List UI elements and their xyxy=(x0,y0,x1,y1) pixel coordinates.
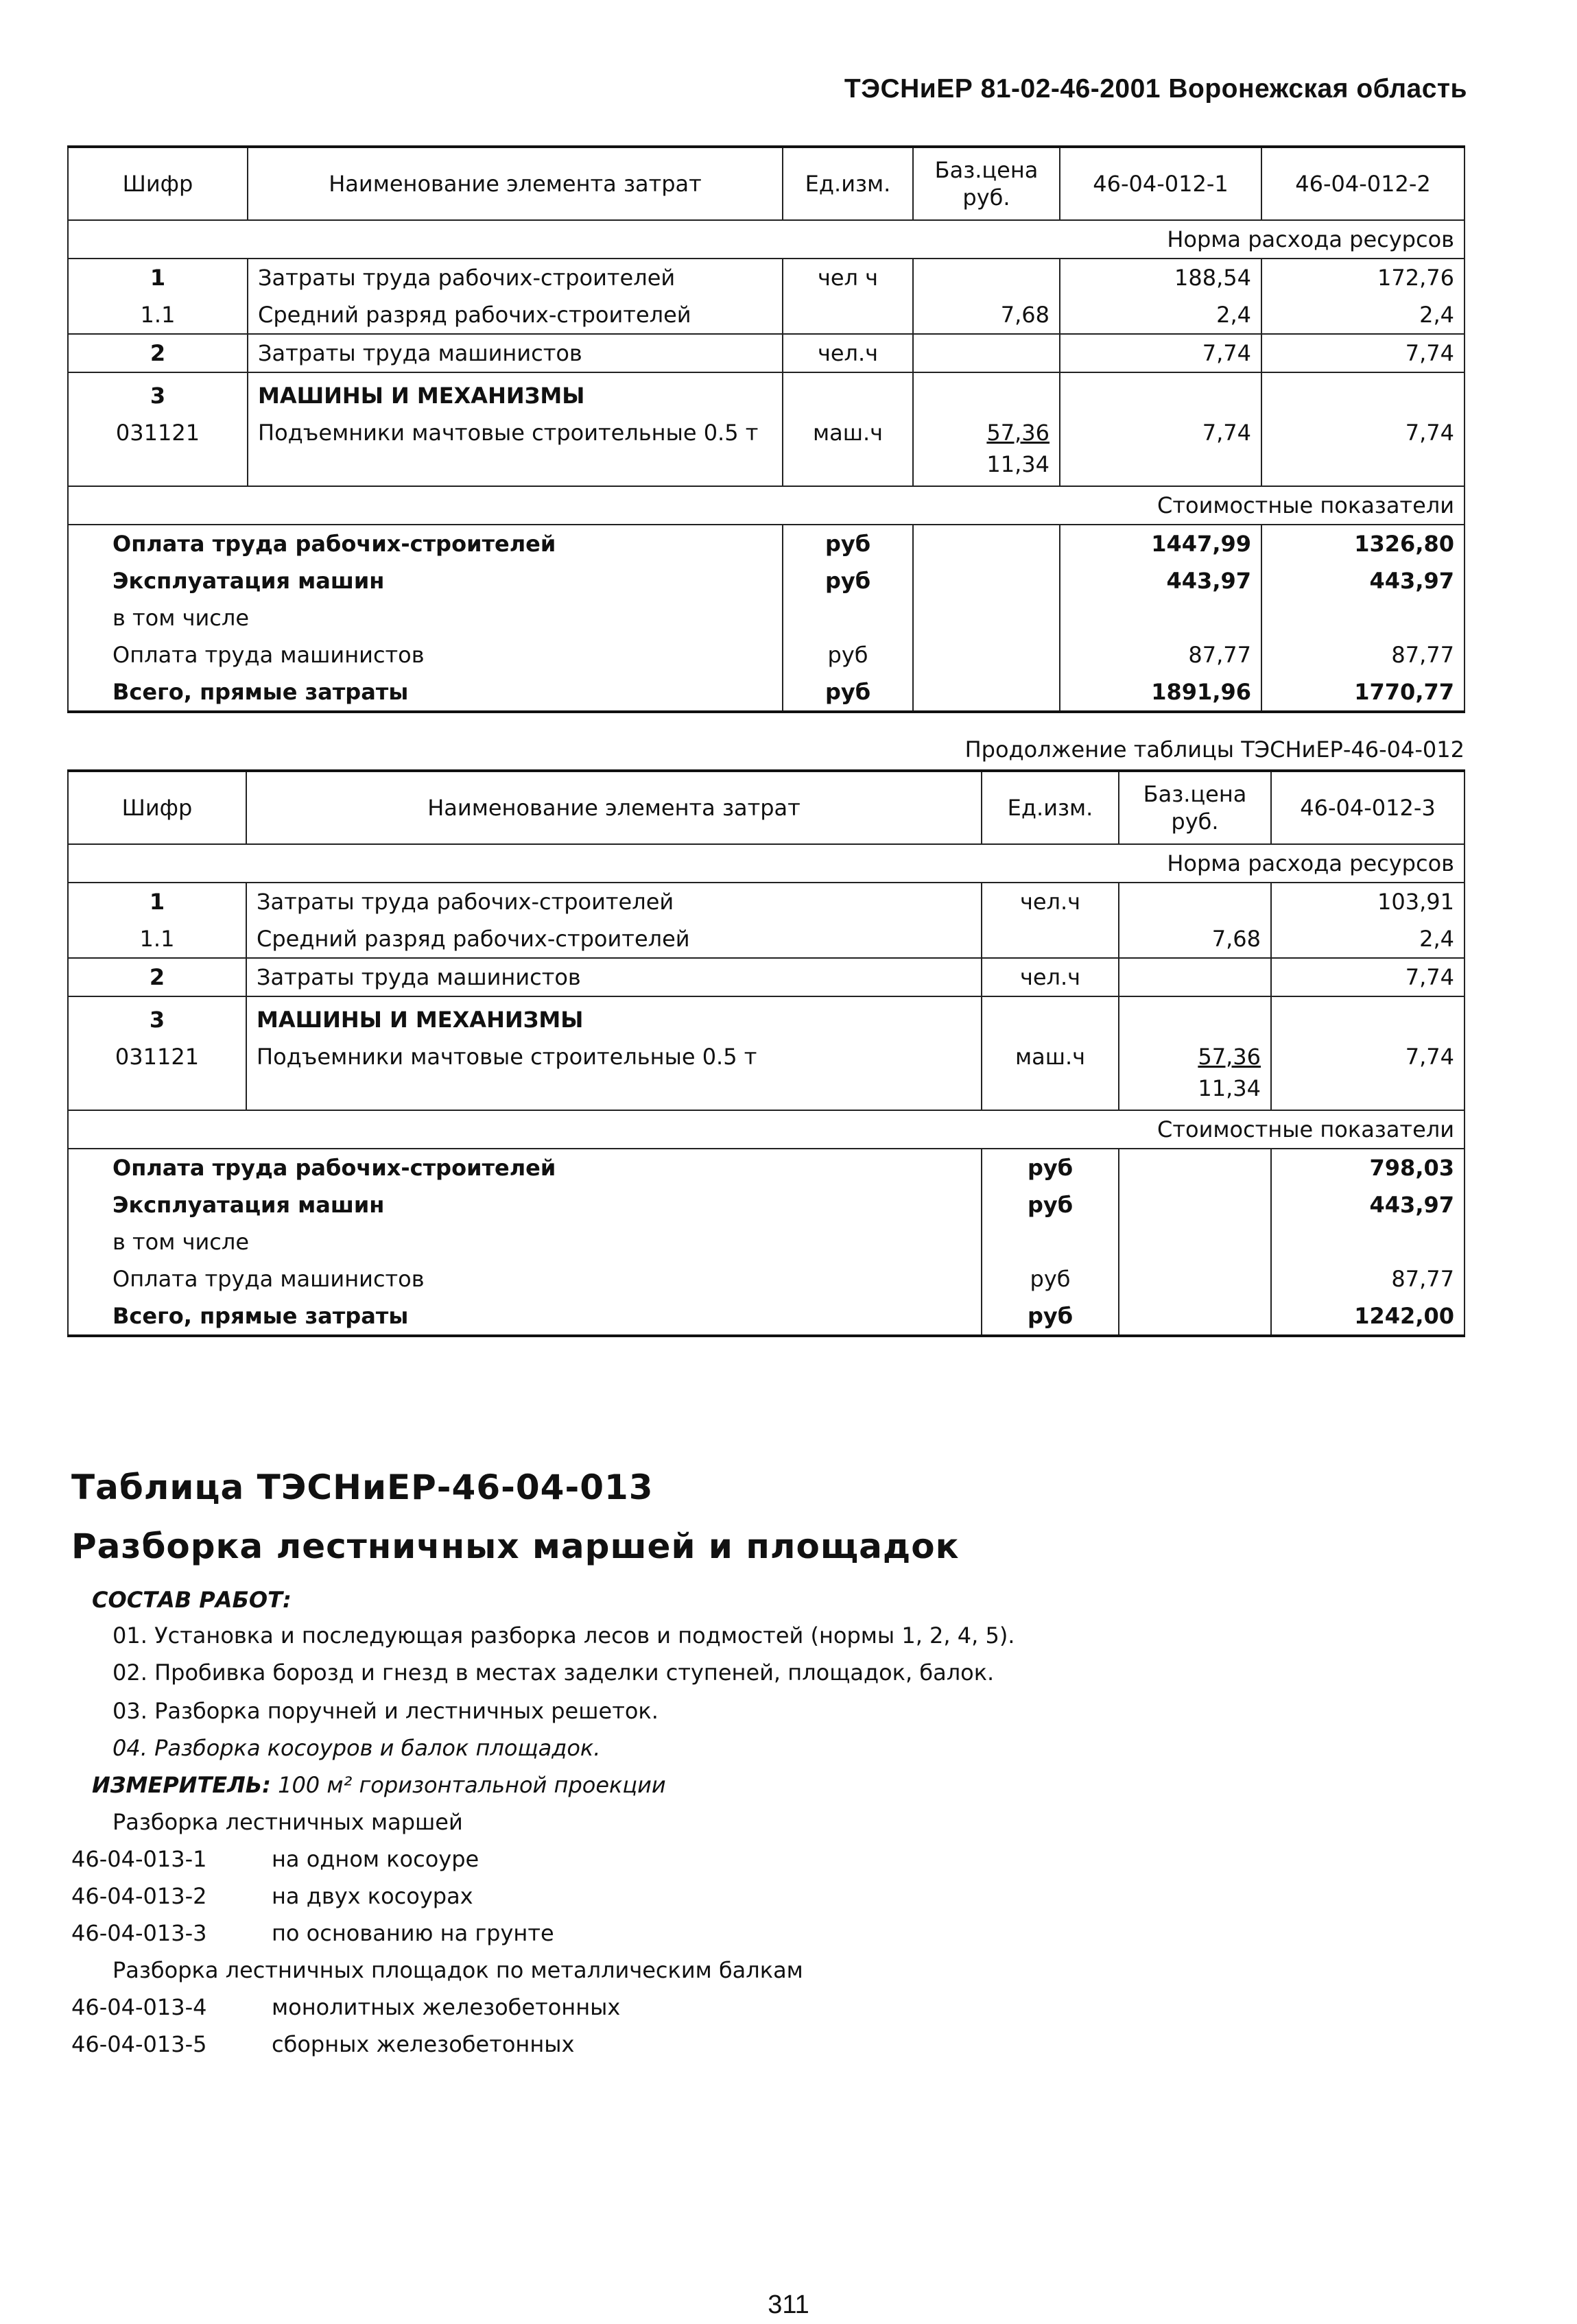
row-value-1: 2,4 xyxy=(1271,920,1465,958)
table-row xyxy=(68,958,1465,996)
cost-value-1: 87,77 xyxy=(1271,1260,1465,1297)
cost-name: Оплата труда машинистов xyxy=(68,1260,982,1297)
row-name: Затраты труда машинистов xyxy=(248,334,783,372)
col-header-norm-1: 46-04-012-1 xyxy=(1060,147,1261,220)
row-unit: чел ч xyxy=(783,259,913,296)
row-price xyxy=(913,334,1060,372)
item-code: 46-04-013-2 xyxy=(71,1883,207,1909)
work-item: 02. Пробивка борозд и гнезд в местах заделки ступеней, площадок, балок. xyxy=(112,1660,995,1686)
cost-value-2: 1770,77 xyxy=(1261,673,1465,712)
row-price xyxy=(1119,883,1271,920)
row-name: Средний разряд рабочих-строителей xyxy=(248,296,783,334)
row-code: 031121 xyxy=(68,414,248,486)
table-row xyxy=(68,372,1465,414)
row-value-2: 7,74 xyxy=(1261,334,1465,372)
table-row xyxy=(68,883,1465,920)
row-unit: чел.ч xyxy=(982,958,1119,996)
cost-name: Эксплуатация машин xyxy=(68,1186,982,1223)
col-header-price: Баз.цена руб. xyxy=(1119,771,1271,844)
cost-value-1: 443,97 xyxy=(1060,562,1261,599)
item-code: 46-04-013-4 xyxy=(71,1994,207,2020)
row-price: 7,68 xyxy=(1119,920,1271,958)
cost-unit: руб xyxy=(982,1186,1119,1223)
item-text: на двух косоурах xyxy=(272,1883,473,1909)
col-header-unit: Ед.изм. xyxy=(982,771,1119,844)
row-value-1: 7,74 xyxy=(1271,958,1465,996)
row-unit xyxy=(783,296,913,334)
running-header: ТЭСНиЕР 81-02-46-2001 Воронежская область xyxy=(844,74,1467,104)
cost-unit: руб xyxy=(982,1149,1119,1186)
section-cost-label: Стоимостные показатели xyxy=(68,486,1465,525)
cost-row xyxy=(68,562,1465,599)
row-price xyxy=(913,259,1060,296)
row-name: Затраты труда рабочих-строителей xyxy=(248,259,783,296)
work-item: 01. Установка и последующая разборка лесов и подмостей (нормы 1, 2, 4, 5). xyxy=(112,1622,1015,1649)
cost-name: Оплата труда рабочих-строителей xyxy=(68,525,783,562)
page-number: 311 xyxy=(768,2290,809,2319)
row-name: МАШИНЫ И МЕХАНИЗМЫ xyxy=(246,996,982,1038)
col-header-norm-3: 46-04-012-3 xyxy=(1271,771,1465,844)
cost-row xyxy=(68,1297,1465,1336)
cost-value-2: 1326,80 xyxy=(1261,525,1465,562)
cost-value-1: 1447,99 xyxy=(1060,525,1261,562)
item-text: монолитных железобетонных xyxy=(272,1994,621,2020)
cost-name: Эксплуатация машин xyxy=(68,562,783,599)
item-code: 46-04-013-1 xyxy=(71,1846,207,1872)
work-item: 04. Разборка косоуров и балок площадок. xyxy=(112,1735,601,1761)
row-name: МАШИНЫ И МЕХАНИЗМЫ xyxy=(248,372,783,414)
table-row xyxy=(68,996,1465,1038)
row-value-1: 188,54 xyxy=(1060,259,1261,296)
table-row xyxy=(68,334,1465,372)
col-header-name: Наименование элемента затрат xyxy=(248,147,783,220)
continuation-label: Продолжение таблицы ТЭСНиЕР-46-04-012 xyxy=(964,736,1465,763)
resource-table-012-3 xyxy=(67,769,1464,1337)
row-value-2: 2,4 xyxy=(1261,296,1465,334)
row-name: Подъемники мачтовые строительные 0.5 т xyxy=(246,1038,982,1110)
cost-name: Всего, прямые затраты xyxy=(68,673,783,712)
section-subtitle: Разборка лестничных маршей и площадок xyxy=(71,1526,960,1566)
table-row xyxy=(68,259,1465,296)
row-price: 7,68 xyxy=(913,296,1060,334)
row-price xyxy=(1119,958,1271,996)
row-name: Средний разряд рабочих-строителей xyxy=(246,920,982,958)
col-header-norm-2: 46-04-012-2 xyxy=(1261,147,1465,220)
item-code: 46-04-013-3 xyxy=(71,1920,207,1946)
row-code: 1 xyxy=(68,883,246,920)
item-text: по основанию на грунте xyxy=(272,1920,554,1946)
cost-unit: руб xyxy=(783,562,913,599)
cost-row xyxy=(68,599,1465,636)
cost-value-1: 1242,00 xyxy=(1271,1297,1465,1336)
item-text: сборных железобетонных xyxy=(272,2031,575,2057)
sostav-label: СОСТАВ РАБОТ: xyxy=(92,1587,292,1613)
row-name: Затраты труда рабочих-строителей xyxy=(246,883,982,920)
row-price xyxy=(1119,1038,1271,1110)
group-heading: Разборка лестничных площадок по металлическим балкам xyxy=(112,1957,803,1983)
row-code: 2 xyxy=(68,334,248,372)
col-header-code: Шифр xyxy=(68,147,248,220)
cost-row xyxy=(68,636,1465,673)
cost-row xyxy=(68,525,1465,562)
resource-table-012-1-2 xyxy=(67,145,1464,713)
row-name: Подъемники мачтовые строительные 0.5 т xyxy=(248,414,783,486)
row-value-1: 7,74 xyxy=(1060,414,1261,486)
row-code: 1.1 xyxy=(68,296,248,334)
work-item: 03. Разборка поручней и лестничных решеток. xyxy=(112,1698,659,1724)
cost-unit: руб xyxy=(982,1260,1119,1297)
price-bottom: 11,34 xyxy=(1198,1075,1261,1101)
cost-value-1: 1891,96 xyxy=(1060,673,1261,712)
table-row xyxy=(68,414,1465,486)
item-code: 46-04-013-5 xyxy=(71,2031,207,2057)
cost-name: Оплата труда машинистов xyxy=(68,636,783,673)
izmer-value: 100 м² горизонтальной проекции xyxy=(278,1772,666,1798)
cost-value-1: 87,77 xyxy=(1060,636,1261,673)
price-top: 57,36 xyxy=(1198,1044,1261,1070)
row-value-1: 7,74 xyxy=(1271,1038,1465,1110)
row-value-1: 2,4 xyxy=(1060,296,1261,334)
cost-row xyxy=(68,1149,1465,1186)
cost-value-2: 443,97 xyxy=(1261,562,1465,599)
cost-value-1: 443,97 xyxy=(1271,1186,1465,1223)
izmer-label: ИЗМЕРИТЕЛЬ: xyxy=(92,1772,271,1798)
row-code: 3 xyxy=(68,372,248,414)
section-norm-label: Норма расхода ресурсов xyxy=(68,220,1465,259)
izmeritel xyxy=(92,1772,666,1798)
cost-row xyxy=(68,673,1465,712)
cost-name: в том числе xyxy=(68,1223,982,1260)
section-title: Таблица ТЭСНиЕР-46-04-013 xyxy=(71,1468,654,1507)
table-row xyxy=(68,296,1465,334)
cost-name: Оплата труда рабочих-строителей xyxy=(68,1149,982,1186)
row-code: 1.1 xyxy=(68,920,246,958)
row-code: 2 xyxy=(68,958,246,996)
item-text: на одном косоуре xyxy=(272,1846,479,1872)
col-header-price: Баз.цена руб. xyxy=(913,147,1060,220)
table-row xyxy=(68,920,1465,958)
cost-row xyxy=(68,1186,1465,1223)
row-value-1: 7,74 xyxy=(1060,334,1261,372)
section-cost-label: Стоимостные показатели xyxy=(68,1110,1465,1149)
cost-row xyxy=(68,1260,1465,1297)
cost-value-2: 87,77 xyxy=(1261,636,1465,673)
row-unit: чел.ч xyxy=(783,334,913,372)
row-value-2: 7,74 xyxy=(1261,414,1465,486)
row-unit: маш.ч xyxy=(982,1038,1119,1110)
cost-unit: руб xyxy=(982,1297,1119,1336)
row-price xyxy=(913,414,1060,486)
section-norm-label: Норма расхода ресурсов xyxy=(68,844,1465,883)
cost-unit: руб xyxy=(783,636,913,673)
table-row xyxy=(68,1038,1465,1110)
cost-unit: руб xyxy=(783,525,913,562)
cost-row xyxy=(68,1223,1465,1260)
row-unit: чел.ч xyxy=(982,883,1119,920)
cost-value-1: 798,03 xyxy=(1271,1149,1465,1186)
col-header-name: Наименование элемента затрат xyxy=(246,771,982,844)
col-header-code: Шифр xyxy=(68,771,246,844)
price-top: 57,36 xyxy=(986,420,1050,446)
row-unit: маш.ч xyxy=(783,414,913,486)
row-unit xyxy=(982,920,1119,958)
row-value-1: 103,91 xyxy=(1271,883,1465,920)
price-bottom: 11,34 xyxy=(986,451,1050,477)
cost-unit: руб xyxy=(783,673,913,712)
row-value-2: 172,76 xyxy=(1261,259,1465,296)
cost-name: в том числе xyxy=(68,599,783,636)
row-code: 3 xyxy=(68,996,246,1038)
cost-name: Всего, прямые затраты xyxy=(68,1297,982,1336)
row-name: Затраты труда машинистов xyxy=(246,958,982,996)
row-code: 031121 xyxy=(68,1038,246,1110)
row-code: 1 xyxy=(68,259,248,296)
group-heading: Разборка лестничных маршей xyxy=(112,1809,463,1835)
col-header-unit: Ед.изм. xyxy=(783,147,913,220)
